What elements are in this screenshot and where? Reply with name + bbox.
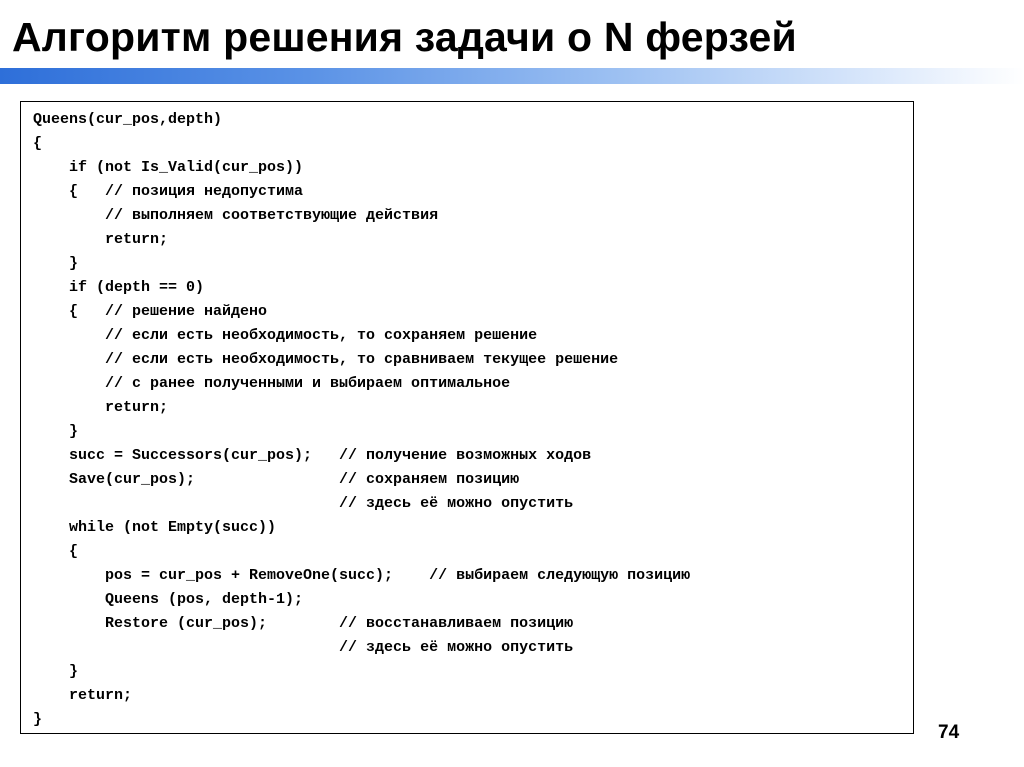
code-line: } xyxy=(33,711,43,728)
code-line: // выполняем соответствующие действия xyxy=(33,207,439,224)
code-line: return; xyxy=(33,231,169,248)
code-line: Save(cur_pos); // сохраняем позицию xyxy=(33,471,520,488)
code-line: succ = Successors(cur_pos); // получение возможных ходов xyxy=(33,447,592,464)
code-line: if (depth == 0) xyxy=(33,279,205,296)
code-line: while (not Empty(succ)) xyxy=(33,519,277,536)
code-line: Restore (cur_pos); // восстанавливаем позицию xyxy=(33,615,574,632)
code-line: // здесь её можно опустить xyxy=(33,639,574,656)
title-underline-bar xyxy=(0,68,1024,84)
slide-title: Алгоритм решения задачи о N ферзей xyxy=(12,14,797,60)
code-line: } xyxy=(33,423,79,440)
code-block xyxy=(20,101,914,734)
code-line: { // позиция недопустима xyxy=(33,183,304,200)
code-line: Queens(cur_pos,depth) xyxy=(33,111,223,128)
code-line: Queens (pos, depth-1); xyxy=(33,591,304,608)
code-line: // если есть необходимость, то сохраняем решение xyxy=(33,327,538,344)
code-line: { // решение найдено xyxy=(33,303,268,320)
code-line: // здесь её можно опустить xyxy=(33,495,574,512)
code-line: } xyxy=(33,255,79,272)
code-line: pos = cur_pos + RemoveOne(succ); // выбираем следующую позицию xyxy=(33,567,691,584)
code-line: return; xyxy=(33,399,169,416)
code-line: // с ранее полученными и выбираем оптимальное xyxy=(33,375,511,392)
code-line: { xyxy=(33,543,79,560)
code-line: return; xyxy=(33,687,133,704)
code-line: } xyxy=(33,663,79,680)
code-line: // если есть необходимость, то сравниваем текущее решение xyxy=(33,351,619,368)
page-number: 74 xyxy=(938,722,960,743)
code-line: { xyxy=(33,135,43,152)
code-line: if (not Is_Valid(cur_pos)) xyxy=(33,159,304,176)
